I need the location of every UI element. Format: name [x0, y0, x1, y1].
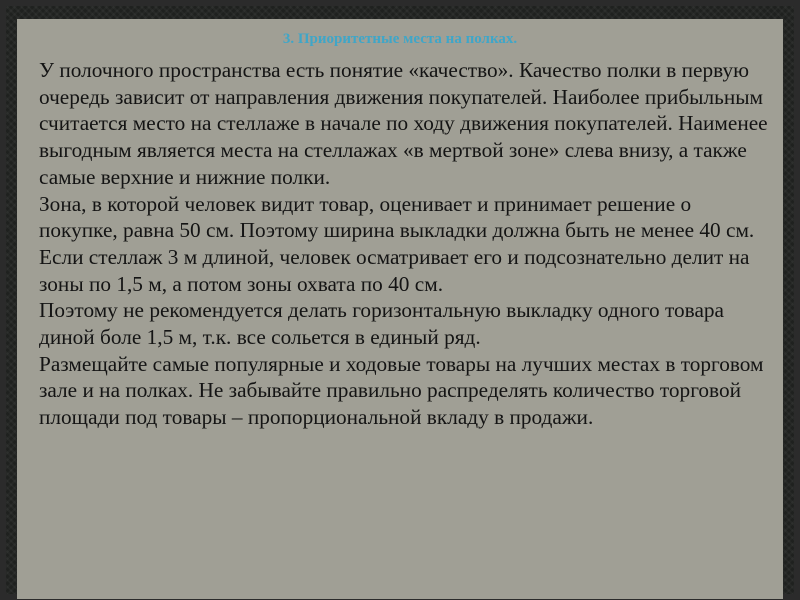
paragraph-rack-zones: Если стеллаж 3 м длиной, человек осматривает его и подсознательно делит на зоны по 1,5 м, а потом зоны охвата по 40 см.	[39, 244, 750, 296]
paragraph-view-zone: Зона, в которой человек видит товар, оценивает и принимает решение о покупке, равна 50 см. Поэтому ширина выкладки должна быть не менее 40 см.	[39, 191, 755, 243]
slide-heading: 3. Приоритетные места на полках.	[282, 31, 518, 47]
slide-body	[39, 57, 769, 431]
paragraph-horizontal-layout: Поэтому не рекомендуется делать горизонтальную выкладку одного товара диной боле 1,5 м, т.к. все сольется в единый ряд.	[39, 298, 725, 350]
slide	[17, 19, 783, 599]
paragraph-popular-goods: Размещайте самые популярные и ходовые товары на лучших местах в торговом зале и на полках. Не забывайте правильно распределять количество торговой площади под товары – пропорциональной вкладу в продажи.	[39, 351, 764, 430]
paragraph-shelf-quality: У полочного пространства есть понятие «качество». Качество полки в первую очередь зависит от направления движения покупателей. Наиболее прибыльным считается место на стеллаже в начале по ходу движения покупателей. Наименее выгодным является места на стеллажах «в мертвой зоне» слева внизу, а также самые верхние и нижние полки.	[39, 58, 768, 189]
